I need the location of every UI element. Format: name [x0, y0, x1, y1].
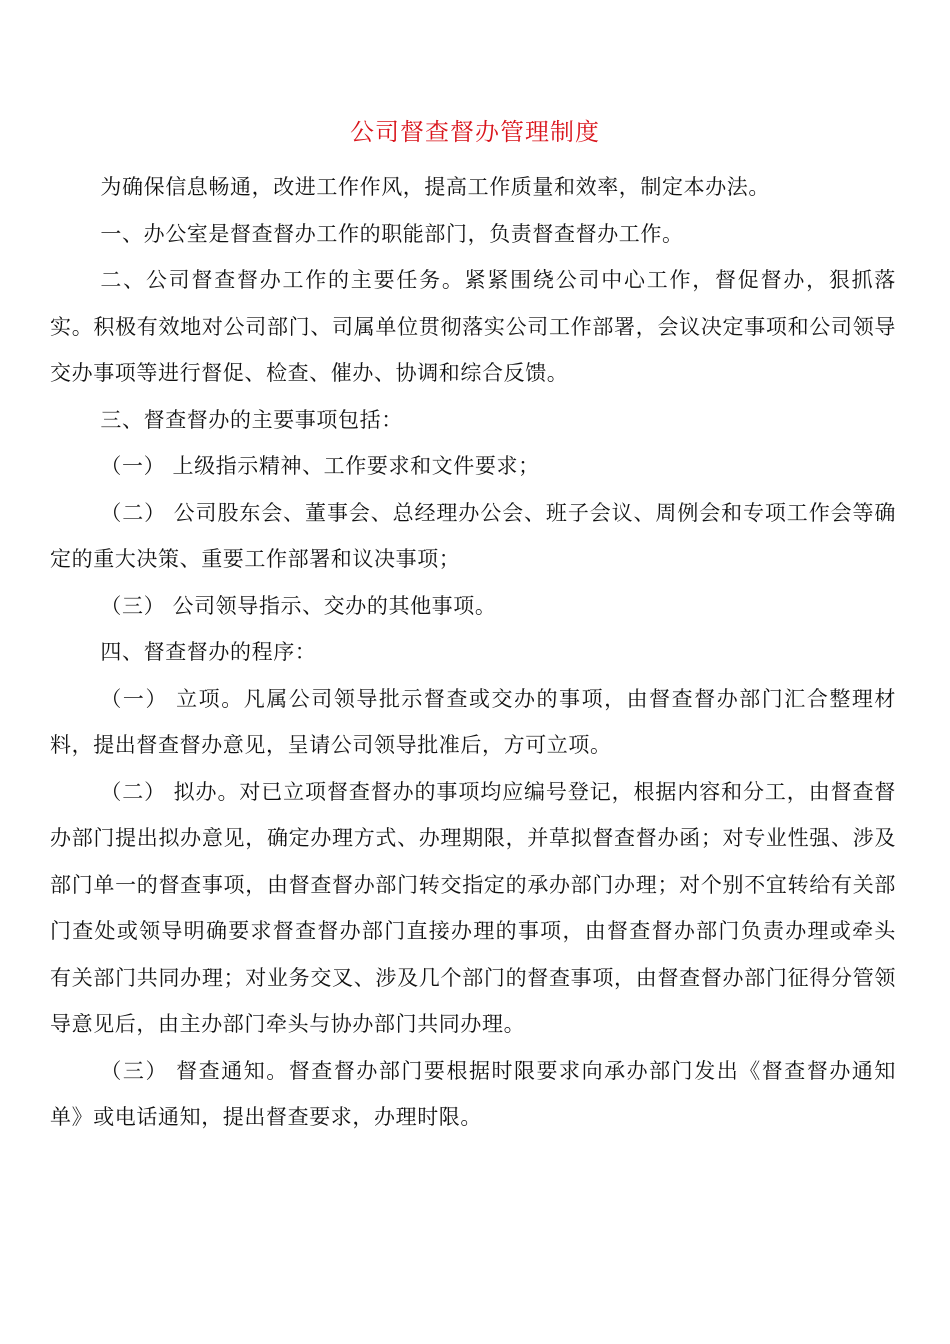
paragraph-section-3-item-3: （三） 公司领导指示、交办的其他事项。: [100, 593, 497, 618]
paragraph-section-3: 三、督查督办的主要事项包括：: [100, 407, 403, 432]
paragraph-section-4-item-3: （三） 督查通知。督查督办部门要根据时限要求向承办部门发出《督查督办通知单》或电话通知，提出督查要求，办理时限。: [50, 1058, 896, 1129]
document-title: 公司督查督办管理制度: [350, 118, 600, 146]
paragraph-section-3-item-1: （一） 上级指示精神、工作要求和文件要求；: [100, 454, 540, 478]
paragraph-section-2: 二、公司督查督办工作的主要任务。紧紧围绕公司中心工作，督促督办，狠抓落实。积极有效地对公司部门、司属单位贯彻落实公司工作部署，会议决定事项和公司领导交办事项等进行督促、检查、催办、协调和综合反馈。: [50, 268, 896, 385]
paragraph-intro: 为确保信息畅通，改进工作作风，提高工作质量和效率，制定本办法。: [100, 175, 770, 199]
paragraph-section-4: 四、督查督办的程序：: [100, 640, 317, 664]
paragraph-section-4-item-2: （二） 拟办。对已立项督查督办的事项均应编号登记，根据内容和分工，由督查督办部门提出拟办意见，确定办理方式、办理期限，并草拟督查督办函；对专业性强、涉及部门单一的督查事项，由督查督办部门转交指定的承办部门办理；对个别不宜转给有关部门查处或领导明确要求督查督办部门直接办理的事项，由督查督办部门负责办理或牵头 有关部门共同办理；对业务交叉、涉及几个部门的督查事项，由督查督办部门征得分管领导意见后，由主办部门牵头与协办部门共同办理。: [50, 779, 896, 1036]
paragraph-section-1: 一、办公室是督查督办工作的职能部门，负责督查督办工作。: [100, 221, 684, 246]
paragraph-section-3-item-2: （二） 公司股东会、董事会、总经理办公会、班子会议、周例会和专项工作会等确定的重大决策、重要工作部署和议决事项；: [50, 500, 896, 571]
paragraph-section-4-item-1: （一） 立项。凡属公司领导批示督查或交办的事项，由督查督办部门汇合整理材料，提出督查督办意见，呈请公司领导批准后，方可立项。: [50, 686, 896, 757]
document-body: [50, 164, 896, 1141]
